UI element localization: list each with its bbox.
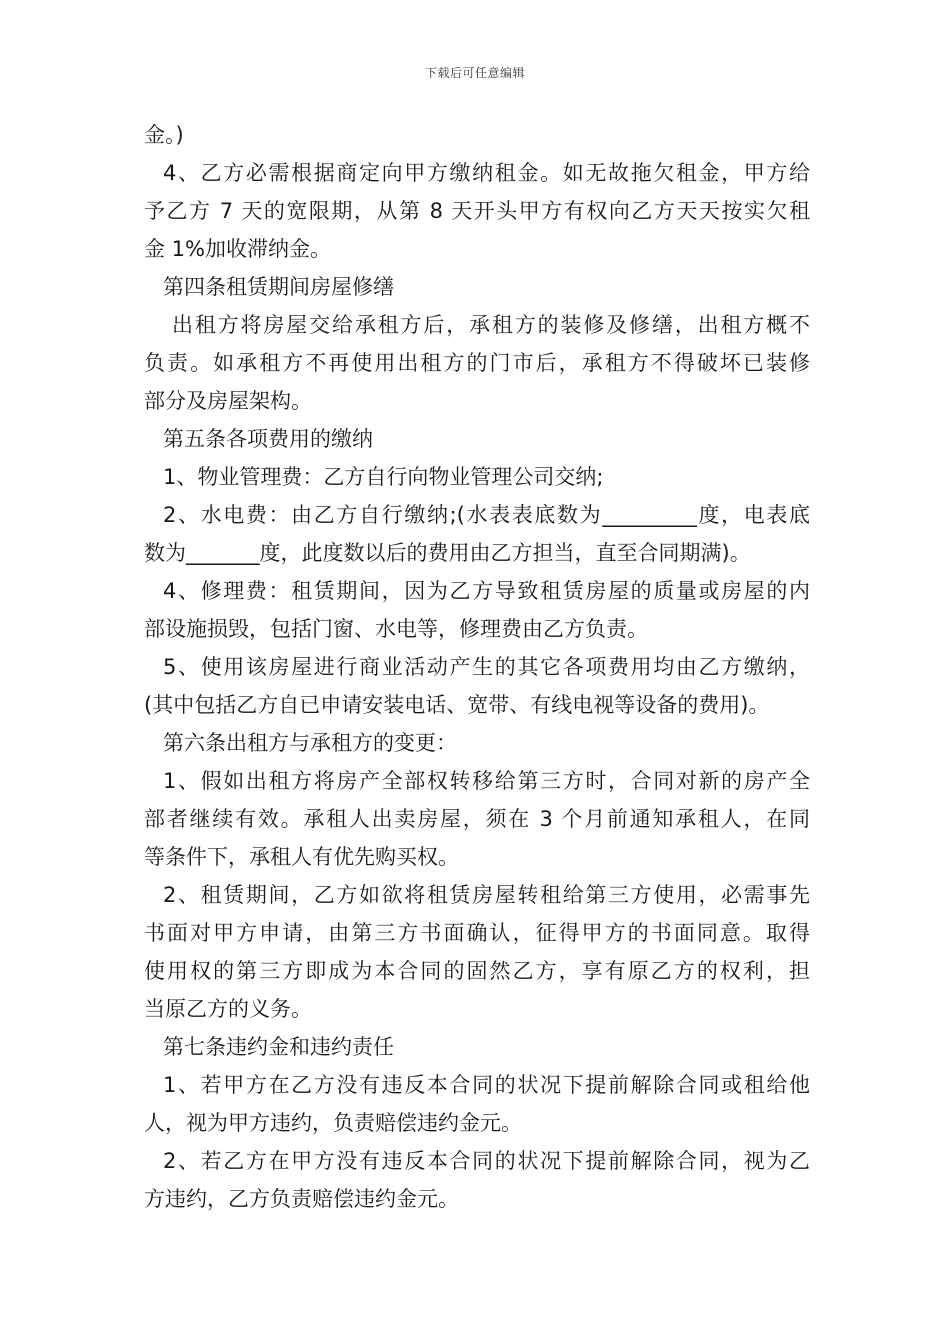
text-line: 2、水电费：由乙方自行缴纳;(水表表底数为_________度，电表底 [163, 503, 810, 527]
text-line: 数为_______度，此度数以后的费用由乙方担当，直至合同期满)。 [144, 541, 751, 565]
text-line: 负责。如承租方不再使用出租方的门市后，承租方不得破坏已装修 [144, 351, 810, 375]
text-line: 2、租赁期间，乙方如欲将租赁房屋转租给第三方使用，必需事先 [163, 883, 810, 907]
text-line: 使用权的第三方即成为本合同的固然乙方，享有原乙方的权利，担 [144, 959, 810, 983]
text-line: 5、使用该房屋进行商业活动产生的其它各项费用均由乙方缴纳， [163, 655, 810, 679]
text-line: (其中包括乙方自已申请安装电话、宽带、有线电视等设备的费用)。 [144, 693, 770, 717]
text-line: 1、物业管理费：乙方自行向物业管理公司交纳; [163, 465, 604, 489]
text-line: 书面对甲方申请，由第三方书面确认，征得甲方的书面同意。取得 [144, 921, 810, 945]
text-line: 1、假如出租方将房产全部权转移给第三方时，合同对新的房产全 [163, 769, 810, 793]
text-line: 2、若乙方在甲方没有违反本合同的状况下提前解除合同，视为乙 [163, 1149, 810, 1173]
text-line: 4、修理费：租赁期间，因为乙方导致租赁房屋的质量或房屋的内 [163, 579, 810, 603]
document-body [144, 116, 810, 1218]
text-line: 出租方将房屋交给承租方后，承租方的装修及修缮，出租方概不 [172, 313, 810, 337]
text-line: 人，视为甲方违约，负责赔偿违约金元。 [144, 1111, 522, 1135]
text-line: 第四条租赁期间房屋修缮 [163, 275, 394, 299]
text-line: 第五条各项费用的缴纳 [163, 427, 373, 451]
text-line: 方违约，乙方负责赔偿违约金元。 [144, 1187, 459, 1211]
text-line: 金 1%加收滞纳金。 [144, 237, 331, 261]
text-line: 4、乙方必需根据商定向甲方缴纳租金。如无故拖欠租金，甲方给 [163, 161, 810, 185]
text-line: 部者继续有效。承租人出卖房屋，须在 3 个月前通知承租人，在同 [144, 807, 810, 831]
page-header: 下载后可任意编辑 [424, 66, 525, 80]
text-line: 等条件下，承租人有优先购买权。 [144, 845, 459, 869]
text-line: 部设施损毁，包括门窗、水电等，修理费由乙方负责。 [144, 617, 648, 641]
text-line: 当原乙方的义务。 [144, 997, 312, 1021]
text-line: 部分及房屋架构。 [144, 389, 312, 413]
text-line: 第六条出租方与承租方的变更： [163, 731, 457, 755]
text-line: 予乙方 7 天的宽限期，从第 8 天开头甲方有权向乙方天天按实欠租 [144, 199, 810, 223]
text-line: 1、若甲方在乙方没有违反本合同的状况下提前解除合同或租给他 [163, 1073, 810, 1097]
text-line: 金。) [144, 123, 184, 147]
text-line: 第七条违约金和违约责任 [163, 1035, 394, 1059]
